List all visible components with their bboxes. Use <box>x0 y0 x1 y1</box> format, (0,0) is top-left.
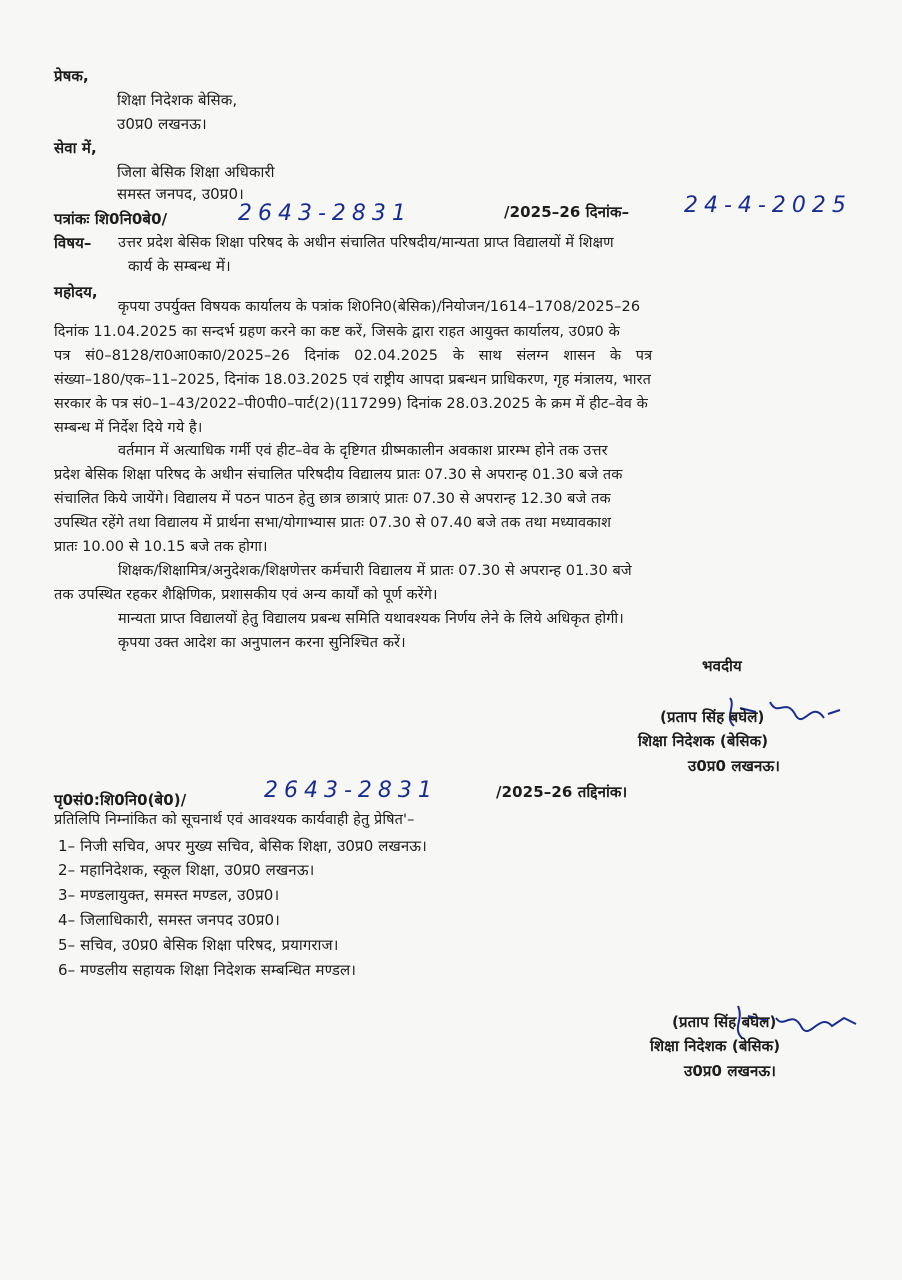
para1-line: कृपया उपर्युक्त विषयक कार्यालय के पत्रांक शि0नि0(बेसिक)/नियोजन/1614–1708/2025–26 <box>118 299 641 315</box>
recipient-label: सेवा में, <box>54 139 97 157</box>
sender-label: प्रेषक, <box>54 67 89 85</box>
salutation: महोदय, <box>54 283 98 301</box>
para1-line: सम्बन्ध में निर्देश दिये गये है। <box>54 420 203 436</box>
subject-label: विषय– <box>54 234 92 252</box>
para3-line: तक उपस्थित रहकर शैक्षिणिक, प्रशासकीय एवं अन्य कार्यों को पूर्ण करेंगे। <box>54 587 438 603</box>
ref-label: पत्रांकः शि0नि0बे0/ <box>54 210 168 228</box>
para1-line: संख्या–180/एक–11–2025, दिनांक 18.03.2025 एवं राष्ट्रीय आपदा प्रबन्धन प्राधिकरण, गृह मंत्रालय, भारत <box>54 372 652 388</box>
sender-line2: उ0प्र0 लखनऊ। <box>117 115 207 133</box>
copy-ref-year-label: /2025–26 तद्दिनांक। <box>496 783 628 801</box>
signature2-name: (प्रताप सिंह बघेल) <box>672 1013 777 1031</box>
para5: कृपया उक्त आदेश का अनुपालन करना सुनिश्चित करें। <box>118 635 406 651</box>
ref-number-handwritten: 2643-2831 <box>238 201 412 226</box>
recipient-line1: जिला बेसिक शिक्षा अधिकारी <box>117 163 275 181</box>
copy-intro: प्रतिलिपि निम्नांकित को सूचनार्थ एवं आवश्यक कार्यवाही हेतु प्रेषित'– <box>54 812 415 828</box>
ref-year-label: /2025–26 दिनांक– <box>504 203 630 221</box>
signature2-designation: शिक्षा निदेशक (बेसिक) <box>650 1037 781 1055</box>
para2-line: प्रातः 10.00 से 10.15 बजे तक होगा। <box>54 539 268 555</box>
signature1-designation: शिक्षा निदेशक (बेसिक) <box>638 732 769 750</box>
subject-line1: उत्तर प्रदेश बेसिक शिक्षा परिषद के अधीन संचालित परिषदीय/मान्यता प्राप्त विद्यालयों में शिक्षण <box>118 235 614 251</box>
sender-line1: शिक्षा निदेशक बेसिक, <box>117 91 238 109</box>
ref-date-handwritten: 24-4-2025 <box>684 193 852 218</box>
copy-list-item: 5– सचिव, उ0प्र0 बेसिक शिक्षा परिषद, प्रयागराज। <box>58 936 339 954</box>
subject-line2: कार्य के सम्बन्ध में। <box>128 257 231 275</box>
recipient-line2: समस्त जनपद, उ0प्र0। <box>117 185 244 203</box>
signature2-place: उ0प्र0 लखनऊ। <box>684 1062 777 1080</box>
copy-list-item: 4– जिलाधिकारी, समस्त जनपद उ0प्र0। <box>58 911 280 929</box>
copy-list-item: 3– मण्डलायुक्त, समस्त मण्डल, उ0प्र0। <box>58 886 280 904</box>
copy-list-item: 6– मण्डलीय सहायक शिक्षा निदेशक सम्बन्धित मण्डल। <box>58 961 357 979</box>
signature1-name: (प्रताप सिंह बघेल) <box>660 708 765 726</box>
closing: भवदीय <box>702 657 742 675</box>
para1-line: सरकार के पत्र सं0–1–43/2022–पी0पी0–पार्ट(2)(117299) दिनांक 28.03.2025 के क्रम में हीट–वेव के <box>54 396 648 412</box>
para2-line: उपस्थित रहेंगे तथा विद्यालय में प्रार्थना सभा/योगाभ्यास प्रातः 07.30 से 07.40 बजे तक तथा मध्यावकाश <box>54 515 612 531</box>
para3-line: शिक्षक/शिक्षामित्र/अनुदेशक/शिक्षणेत्तर कर्मचारी विद्यालय में प्रातः 07.30 से अपरान्ह 01.30 बजे <box>118 563 632 579</box>
copy-list-item: 1– निजी सचिव, अपर मुख्य सचिव, बेसिक शिक्षा, उ0प्र0 लखनऊ। <box>58 837 427 855</box>
para2-line: प्रदेश बेसिक शिक्षा परिषद के अधीन संचालित परिषदीय विद्यालय प्रातः 07.30 से अपरान्ह 01.30 बजे तक <box>54 467 623 483</box>
copy-ref-number-handwritten: 2643-2831 <box>264 778 438 803</box>
para2-line: वर्तमान में अत्याधिक गर्मी एवं हीट–वेव के दृष्टिगत ग्रीष्मकालीन अवकाश प्रारम्भ होने तक उत्तर <box>118 443 608 459</box>
para4: मान्यता प्राप्त विद्यालयों हेतु विद्यालय प्रबन्ध समिति यथावश्यक निर्णय लेने के लिये अधिकृत होगी। <box>118 611 624 627</box>
para1-line: पत्र सं0–8128/रा0आ0का0/2025–26 दिनांक 02.04.2025 के साथ संलग्न शासन के पत्र <box>54 348 653 364</box>
signature1-place: उ0प्र0 लखनऊ। <box>688 757 781 775</box>
copy-ref-label: पृ0सं0:शि0नि0(बे0)/ <box>54 791 187 809</box>
copy-list-item: 2– महानिदेशक, स्कूल शिक्षा, उ0प्र0 लखनऊ। <box>58 861 315 879</box>
para2-line: संचालित किये जायेंगे। विद्यालय में पठन पाठन हेतु छात्र छात्राएं प्रातः 07.30 से अपरान्ह 12.30 बजे तक <box>54 491 611 507</box>
para1-line: दिनांक 11.04.2025 का सन्दर्भ ग्रहण करने का कष्ट करें, जिसके द्वारा राहत आयुक्त कार्यालय, उ0प्र0 के <box>54 324 620 340</box>
